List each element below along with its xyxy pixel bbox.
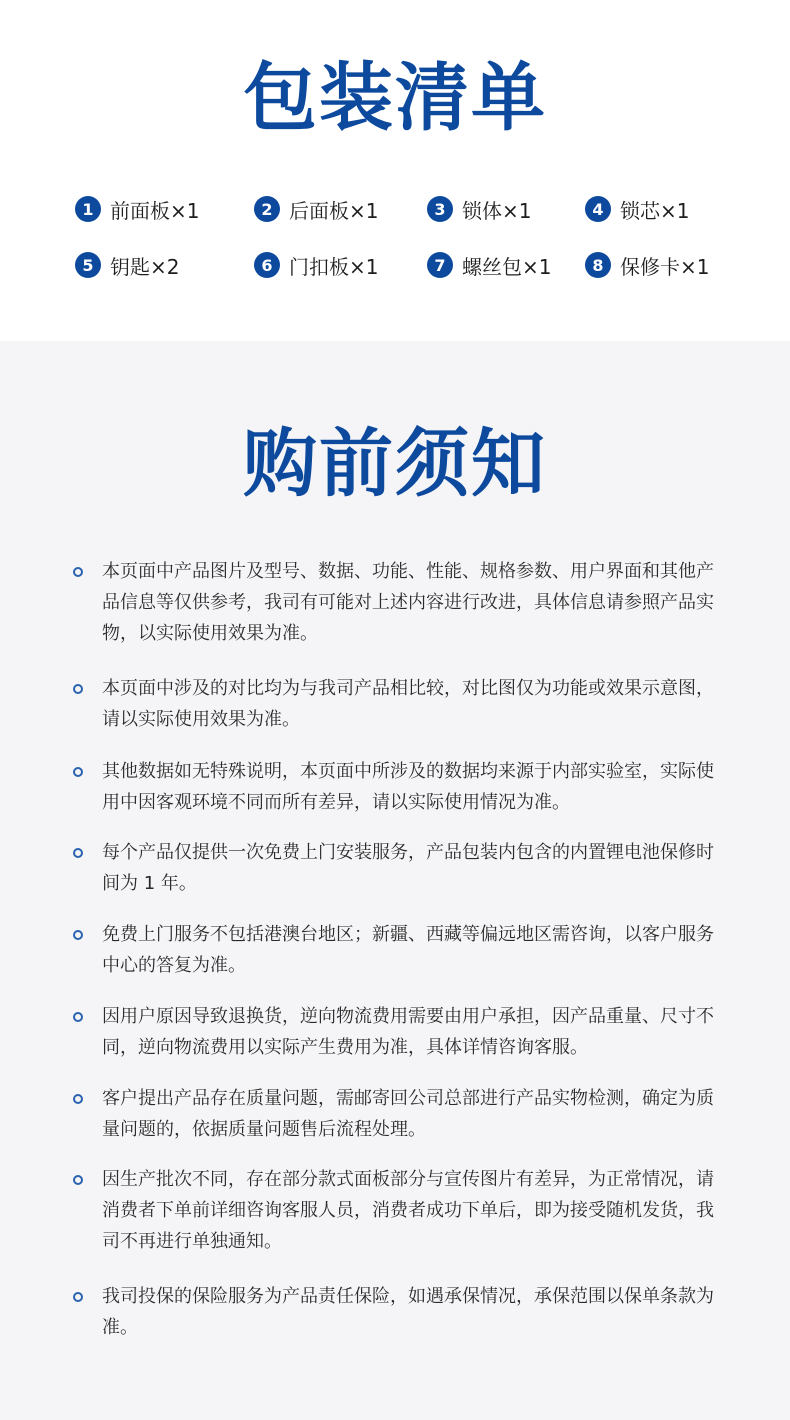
number-badge: 5 [75, 252, 101, 278]
number-badge: 4 [585, 196, 611, 222]
notice-text: 免费上门服务不包括港澳台地区；新疆、西藏等偏远地区需咨询，以客户服务中心的答复为准。 [102, 924, 714, 976]
number-badge: 1 [75, 196, 101, 222]
packing-item [585, 250, 709, 280]
packing-item [254, 250, 378, 280]
notice-text: 我司投保的保险服务为产品责任保险，如遇承保情况，承保范围以保单条款为准。 [102, 1286, 714, 1338]
circle-bullet-icon [73, 567, 83, 577]
packing-list-title: 包装清单 [243, 55, 547, 141]
circle-bullet-icon [73, 1012, 83, 1022]
packing-item [585, 194, 689, 224]
number-badge: 7 [427, 252, 453, 278]
packing-item-label: 后面板×1 [289, 198, 379, 223]
number-badge: 8 [585, 252, 611, 278]
circle-bullet-icon [73, 1175, 83, 1185]
circle-bullet-icon [73, 848, 83, 858]
purchase-notice-section [0, 341, 790, 1420]
circle-bullet-icon [73, 767, 83, 777]
number-badge: 3 [427, 196, 453, 222]
notice-text: 其他数据如无特殊说明，本页面中所涉及的数据均来源于内部实验室，实际使用中因客观环境不同而所有差异，请以实际使用情况为准。 [102, 761, 714, 813]
circle-bullet-icon [73, 1094, 83, 1104]
number-badge: 6 [254, 252, 280, 278]
packing-item-label: 前面板×1 [110, 198, 200, 223]
number-badge: 2 [254, 196, 280, 222]
packing-item [75, 250, 179, 280]
packing-item-label: 螺丝包×1 [462, 254, 552, 279]
purchase-notice-title: 购前须知 [243, 421, 547, 507]
notice-text: 本页面中产品图片及型号、数据、功能、性能、规格参数、用户界面和其他产品信息等仅供参考，我司有可能对上述内容进行改进，具体信息请参照产品实物，以实际使用效果为准。 [102, 561, 714, 644]
circle-bullet-icon [73, 684, 83, 694]
circle-bullet-icon [73, 930, 83, 940]
circle-bullet-icon [73, 1292, 83, 1302]
packing-item-label: 保修卡×1 [620, 254, 710, 279]
packing-list-section [0, 0, 790, 341]
notice-text: 本页面中涉及的对比均为与我司产品相比较，对比图仅为功能或效果示意图，请以实际使用效果为准。 [102, 678, 714, 730]
packing-item-label: 锁体×1 [462, 198, 532, 223]
notice-text: 因生产批次不同，存在部分款式面板部分与宣传图片有差异，为正常情况，请消费者下单前详细咨询客服人员，消费者成功下单后，即为接受随机发货，我司不再进行单独通知。 [102, 1169, 714, 1252]
packing-item [427, 250, 551, 280]
packing-item [75, 194, 199, 224]
notice-text: 每个产品仅提供一次免费上门安装服务，产品包装内包含的内置锂电池保修时间为 1 年。 [102, 842, 714, 894]
notice-text: 因用户原因导致退换货，逆向物流费用需要由用户承担，因产品重量、尺寸不同，逆向物流费用以实际产生费用为准，具体详情咨询客服。 [102, 1006, 714, 1058]
packing-item [254, 194, 378, 224]
packing-item-label: 锁芯×1 [620, 198, 690, 223]
packing-item-label: 门扣板×1 [289, 254, 379, 279]
notice-text: 客户提出产品存在质量问题，需邮寄回公司总部进行产品实物检测，确定为质量问题的，依据质量问题售后流程处理。 [102, 1088, 714, 1140]
packing-item-label: 钥匙×2 [110, 254, 180, 279]
packing-item [427, 194, 531, 224]
